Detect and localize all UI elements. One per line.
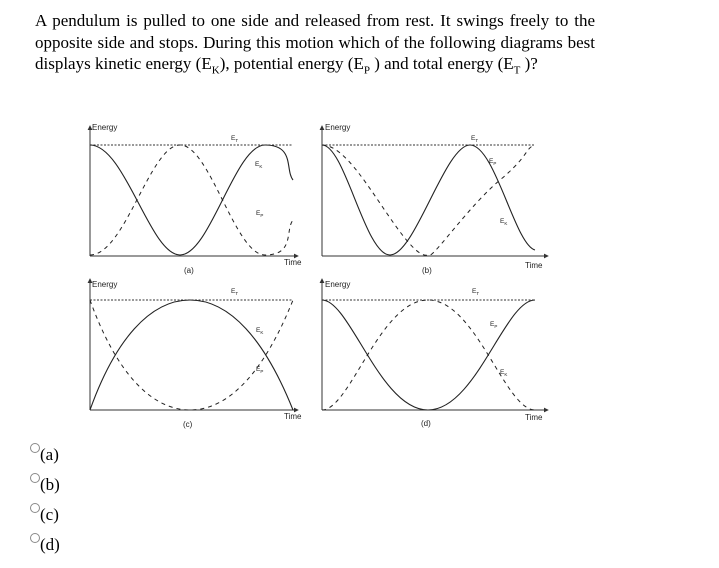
option-b[interactable] (30, 470, 60, 500)
energy-axis-label: Energy (325, 280, 351, 289)
et-label: $E_T$ (472, 288, 480, 296)
solid-curve (322, 300, 535, 410)
option-c[interactable] (30, 500, 60, 530)
option-label: (c) (40, 505, 59, 524)
radio-button[interactable] (30, 473, 40, 483)
energy-axis-label: Energy (92, 123, 118, 132)
radio-button[interactable] (30, 443, 40, 453)
ek-label: $E_K$ (256, 327, 264, 335)
answer-options (30, 440, 60, 560)
time-axis-label: Time (525, 413, 543, 422)
ep-label: $E_P$ (256, 366, 264, 374)
caption-d: (d) (421, 419, 431, 428)
diagram-c (90, 279, 302, 429)
option-a[interactable] (30, 440, 60, 470)
ek-label: $E_K$ (500, 369, 508, 377)
solid-curve (90, 145, 293, 255)
question-text: A pendulum is pulled to one side and released from rest. It swings freely to the opposite side and stops. During this motion which of the following diagrams best displays kinetic energy $(E_K)$, potential energy ($E_P$ ) and total energy ($E_T$ )? (35, 11, 595, 77)
diagram-b (322, 123, 548, 275)
caption-a: (a) (184, 266, 194, 275)
dashed-curve (322, 300, 535, 410)
ek-label: $E_K$ (255, 161, 263, 169)
energy-axis-label: Energy (92, 280, 118, 289)
et-label: $E_T$ (231, 288, 239, 296)
et-label: $E_T$ (231, 135, 239, 143)
dashed-curve (322, 145, 535, 255)
solid-curve (322, 145, 535, 255)
solid-curve (90, 300, 293, 410)
dashed-curve (90, 145, 293, 255)
radio-button[interactable] (30, 533, 40, 543)
diagram-a (90, 123, 302, 275)
time-axis-label: Time (284, 258, 302, 267)
caption-b: (b) (422, 266, 432, 275)
dashed-curve (90, 300, 293, 410)
caption-c: (c) (183, 420, 193, 429)
option-label: (d) (40, 535, 60, 554)
ep-label: $E_P$ (489, 158, 497, 166)
time-axis-label: Time (284, 412, 302, 421)
diagram-d (322, 279, 548, 428)
ek-label: $E_K$ (500, 218, 508, 226)
time-axis-label: Time (525, 261, 543, 270)
option-label: (a) (40, 445, 59, 464)
option-d[interactable] (30, 530, 60, 560)
option-label: (b) (40, 475, 60, 494)
radio-button[interactable] (30, 503, 40, 513)
ep-label: $E_P$ (256, 210, 264, 218)
ep-label: $E_P$ (490, 321, 498, 329)
et-label: $E_T$ (471, 135, 479, 143)
energy-axis-label: Energy (325, 123, 351, 132)
